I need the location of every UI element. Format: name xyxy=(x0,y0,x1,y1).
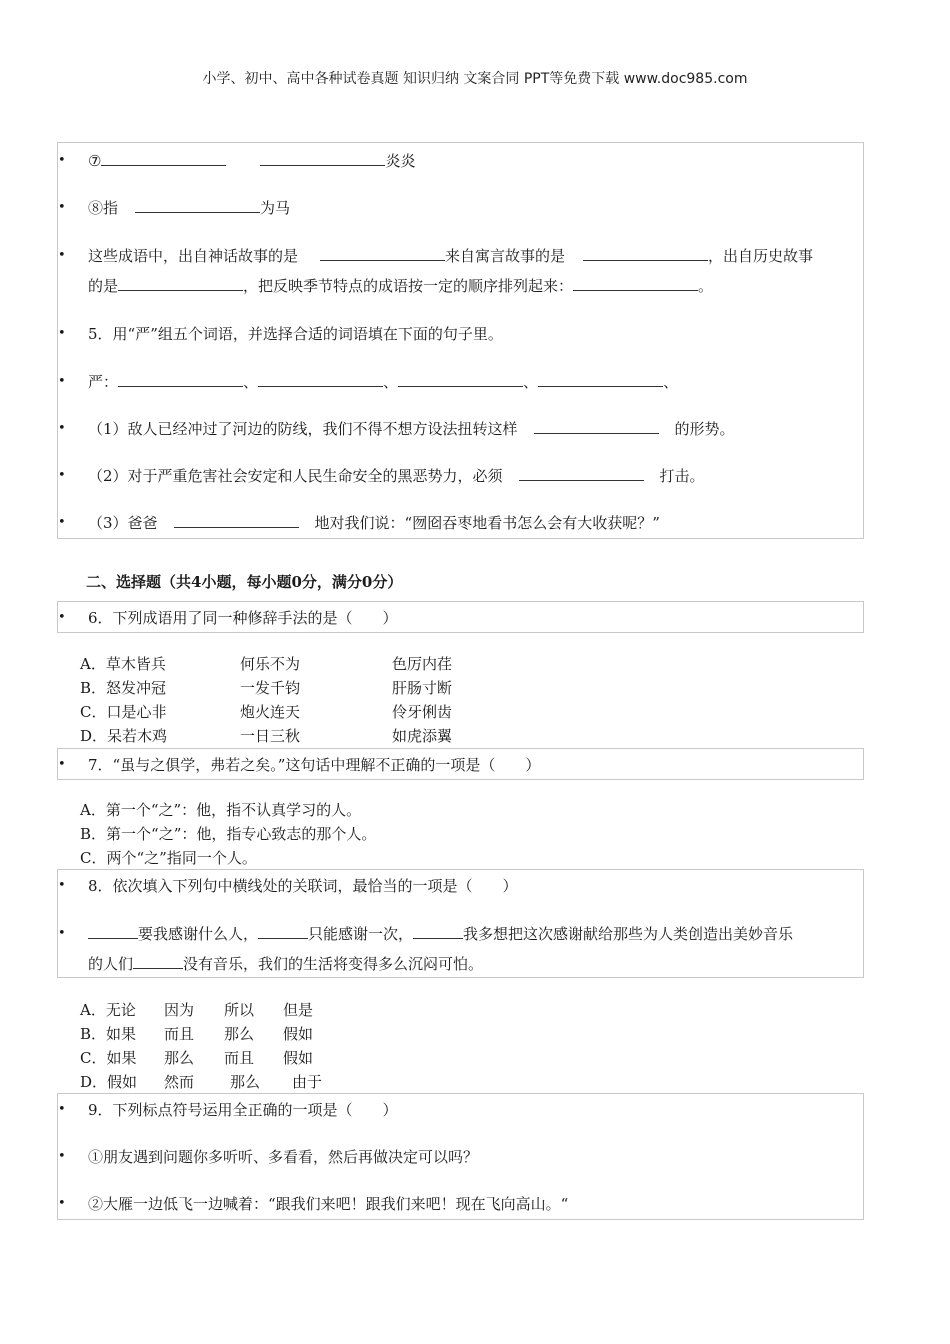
paragraph-text: 来自寓言故事的是 xyxy=(445,247,566,265)
option-cell: 所以 xyxy=(224,1001,255,1019)
option-cell: 色厉内荏 xyxy=(392,655,453,673)
option-cell: 但是 xyxy=(283,1001,314,1019)
option-cell: 因为 xyxy=(164,1001,195,1019)
item-7-prefix: ⑦ xyxy=(88,152,102,170)
option-cell: D．呆若木鸡 xyxy=(80,727,168,745)
list-item xyxy=(58,919,865,979)
sentence-text: 的形势。 xyxy=(674,420,735,438)
blank-line xyxy=(258,921,308,939)
blank-line xyxy=(573,273,698,291)
blank-line xyxy=(133,951,183,969)
blank-line xyxy=(118,273,243,291)
sentence-text: 的人们 xyxy=(88,955,134,973)
question-7-text: 7．“虽与之俱学，弗若之矣。”这句话中理解不正确的一项是（ ） xyxy=(88,756,541,774)
list-item xyxy=(58,193,865,223)
question-6-text: 6．下列成语用了同一种修辞手法的是（ ） xyxy=(88,609,398,627)
paragraph-text: 的是 xyxy=(88,277,119,295)
list-item xyxy=(58,603,865,633)
paragraph-text: ，出自历史故事 xyxy=(708,247,814,265)
paragraph-text: ，把反映季节特点的成语按一定的顺序排列起来： xyxy=(243,277,574,295)
question-box-fill-in xyxy=(57,142,864,539)
option-cell: 而且 xyxy=(224,1049,255,1067)
sentence-text: 没有音乐，我们的生活将变得多么沉闷可怕。 xyxy=(183,955,484,973)
option-cell: C．如果 xyxy=(80,1049,137,1067)
page-header: 小学、初中、高中各种试卷真题 知识归纳 文案合同 PPT等免费下载 www.doc985.com xyxy=(202,71,748,87)
section-title: 二、选择题（共4小题，每小题0分，满分0分） xyxy=(86,573,403,591)
blank-line xyxy=(260,148,385,166)
option-cell: 一日三秋 xyxy=(240,727,301,745)
blank-line xyxy=(413,921,463,939)
option-cell: 炮火连天 xyxy=(240,703,301,721)
question-box-8 xyxy=(57,869,864,978)
option-cell: 一发千钧 xyxy=(240,679,301,697)
option-cell: A．草木皆兵 xyxy=(80,655,166,673)
blank-line xyxy=(135,195,260,213)
blank-line xyxy=(101,148,226,166)
option-cell: B．怒发冲冠 xyxy=(80,679,167,697)
blank-line xyxy=(88,921,138,939)
option-cell: A．第一个“之”：他，指不认真学习的人。 xyxy=(80,801,362,819)
option-cell: 何乐不为 xyxy=(240,655,301,673)
option-cell: C．口是心非 xyxy=(80,703,167,721)
question-box-7 xyxy=(57,748,864,780)
option-cell: 肝肠寸断 xyxy=(392,679,453,697)
list-item xyxy=(58,750,865,780)
option-cell: B．第一个“之”：他，指专心致志的那个人。 xyxy=(80,825,377,843)
blank-line xyxy=(174,510,299,528)
option-cell: 假如 xyxy=(283,1049,314,1067)
yan-prefix: 严： xyxy=(88,373,119,391)
blank-line xyxy=(583,243,708,261)
paragraph-text: 这些成语中，出自神话故事的是 xyxy=(88,247,299,265)
q9-item-2: ②大雁一边低飞一边喊着：“跟我们来吧！跟我们来吧！现在飞向高山。“ xyxy=(88,1195,569,1213)
list-item xyxy=(58,461,865,491)
paragraph-text: 。 xyxy=(698,277,714,295)
option-cell: 由于 xyxy=(292,1073,323,1091)
option-cell: 如虎添翼 xyxy=(392,727,453,745)
list-item xyxy=(58,319,865,349)
question-box-9 xyxy=(57,1093,864,1220)
sentence-text: （3）爸爸 xyxy=(88,514,158,532)
sentence-text: 只能感谢一次， xyxy=(308,925,414,943)
item-8-suffix: 为马 xyxy=(260,199,291,217)
list-item xyxy=(58,146,865,176)
sentence-text: 要我感谢什么人， xyxy=(138,925,259,943)
list-item xyxy=(58,871,865,901)
separator: 、 xyxy=(243,373,259,391)
blank-line xyxy=(320,243,445,261)
list-item xyxy=(58,1189,865,1219)
option-cell: 那么 xyxy=(164,1049,195,1067)
list-item xyxy=(58,414,865,444)
option-cell: 那么 xyxy=(230,1073,261,1091)
blank-line xyxy=(118,369,243,387)
sentence-text: （1）敌人已经冲过了河边的防线，我们不得不想方设法扭转这样 xyxy=(88,420,518,438)
option-cell: 而且 xyxy=(164,1025,195,1043)
q9-item-1: ①朋友遇到问题你多听听、多看看，然后再做决定可以吗？ xyxy=(88,1148,479,1166)
item-8-prefix: ⑧指 xyxy=(88,199,119,217)
question-9-text: 9．下列标点符号运用全正确的一项是（ ） xyxy=(88,1101,398,1119)
option-cell: 那么 xyxy=(224,1025,255,1043)
option-cell: 然而 xyxy=(164,1073,195,1091)
option-cell: D．假如 xyxy=(80,1073,138,1091)
option-cell: 伶牙俐齿 xyxy=(392,703,453,721)
sentence-text: （2）对于严重危害社会安定和人民生命安全的黑恶势力，必须 xyxy=(88,467,503,485)
list-item xyxy=(58,367,865,397)
blank-line xyxy=(398,369,523,387)
separator: 、 xyxy=(523,373,539,391)
sentence-text: 地对我们说：“囫囵吞枣地看书怎么会有大收获呢？” xyxy=(314,514,660,532)
sentence-text: 我多想把这次感谢献给那些为人类创造出美妙音乐 xyxy=(463,925,794,943)
separator: 、 xyxy=(663,373,679,391)
blank-line xyxy=(519,463,644,481)
list-item xyxy=(58,241,865,301)
blank-line xyxy=(538,369,663,387)
list-item xyxy=(58,1095,865,1125)
option-cell: C．两个“之”指同一个人。 xyxy=(80,849,257,867)
question-box-6 xyxy=(57,601,864,633)
option-cell: A．无论 xyxy=(80,1001,136,1019)
separator: 、 xyxy=(383,373,399,391)
list-item xyxy=(58,1142,865,1172)
question-5-text: 5．用“严”组五个词语，并选择合适的词语填在下面的句子里。 xyxy=(88,325,503,343)
blank-line xyxy=(534,416,659,434)
option-cell: 假如 xyxy=(283,1025,314,1043)
item-7-suffix: 炎炎 xyxy=(385,152,416,170)
list-item xyxy=(58,508,865,538)
question-8-text: 8．依次填入下列句中横线处的关联词，最恰当的一项是（ ） xyxy=(88,877,518,895)
sentence-text: 打击。 xyxy=(659,467,705,485)
blank-line xyxy=(258,369,383,387)
option-cell: B．如果 xyxy=(80,1025,137,1043)
